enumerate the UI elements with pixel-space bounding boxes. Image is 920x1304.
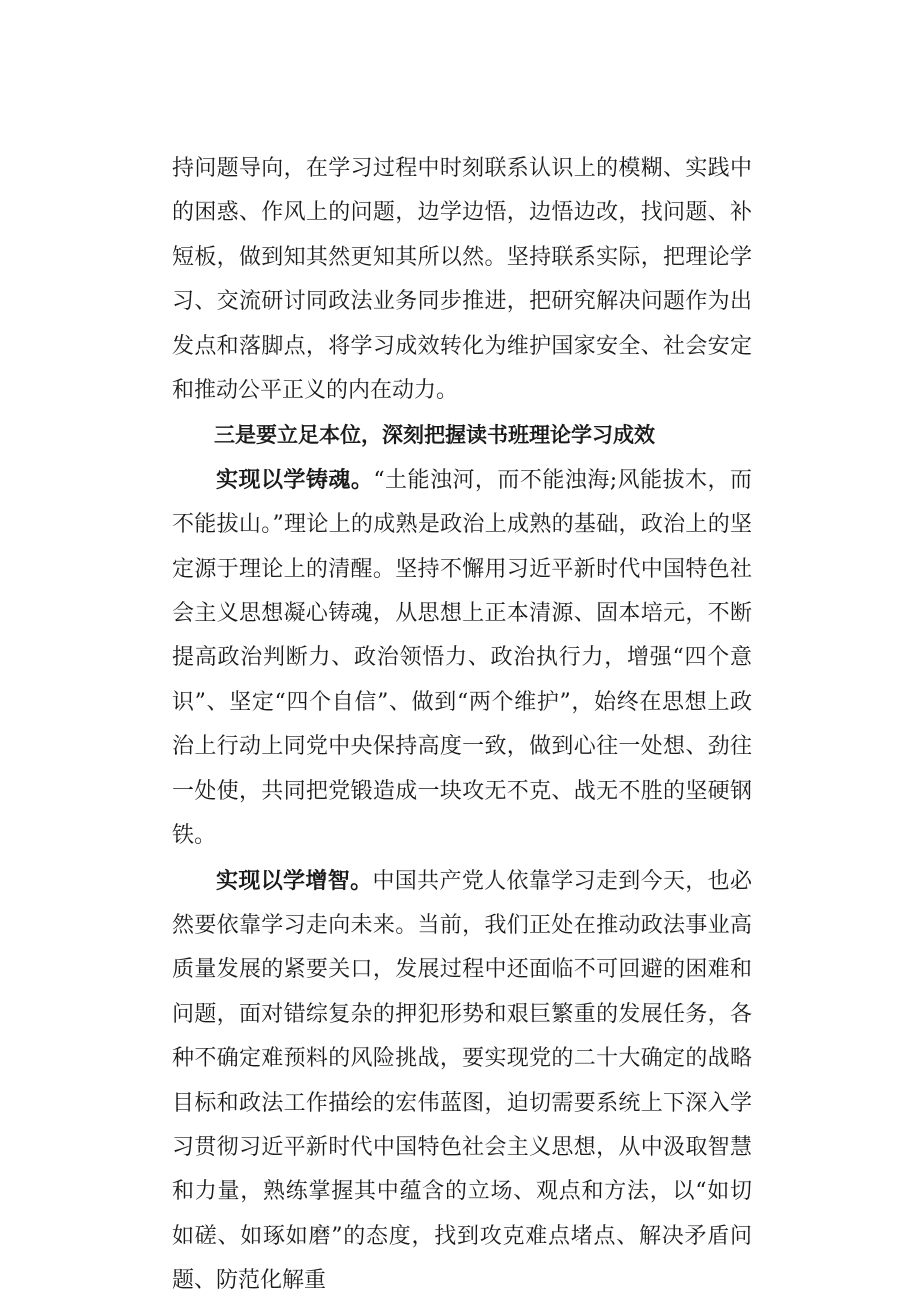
section-heading-three: 三是要立足本位，深刻把握读书班理论学习成效 — [214, 423, 655, 448]
paragraph-problem-orientation: 持问题导向，在学习过程中时刻联系认识上的模糊、实践中的困惑、作风上的问题，边学边悟，边悟边改，找问题、补短板，做到知其然更知其所以然。坚持联系实际，把理论学习、交流研讨同政法业务同步推进，把研究解决问题作为出发点和落脚点，将学习成效转化为维护国家安全、社会安定和推动公平正义的内在动力。 — [172, 156, 752, 404]
paragraph-body-learning-soul: “土能浊河，而不能浊海;风能拔木，而不能拔山。”理论上的成熟是政治上成熟的基础，政治上的坚定源于理论上的清醒。坚持不懈用习近平新时代中国特色社会主义思想凝心铸魂，从思想上正本清源、固本培元，不断提高政治判断力、政治领悟力、政治执行力，增强“四个意识”、坚定“四个自信”、做到“两个维护”，始终在思想上政治上行动上同党中央保持高度一致，做到心往一处想、劲往一处使，共同把党锻造成一块攻无不克、战无不胜的坚硬钢铁。 — [172, 467, 752, 849]
paragraph-body-learning-wisdom: 中国共产党人依靠学习走到今天，也必然要依靠学习走向未来。当前，我们正处在推动政法事业高质量发展的紧要关口，发展过程中还面临不可回避的困难和问题，面对错综复杂的押犯形势和艰巨繁重的发展任务，各种不确定难预料的风险挑战，要实现党的二十大确定的战略目标和政法工作描绘的宏伟蓝图，迫切需要系统上下深入学习贯彻习近平新时代中国特色社会主义思想，从中汲取智慧和力量，熟练掌握其中蕴含的立场、观点和方法，以“如切如磋、如琢如磨”的态度，找到攻克难点堵点、解决矛盾问题、防范化解重 — [172, 868, 752, 1294]
paragraph-learning-wisdom — [172, 859, 752, 1304]
paragraph-lead-learning-wisdom: 实现以学增智。 — [216, 867, 373, 894]
paragraph-learning-soul — [172, 458, 752, 859]
paragraph-lead-learning-soul: 实现以学铸魂。 — [216, 466, 374, 493]
document-body — [172, 147, 752, 1304]
